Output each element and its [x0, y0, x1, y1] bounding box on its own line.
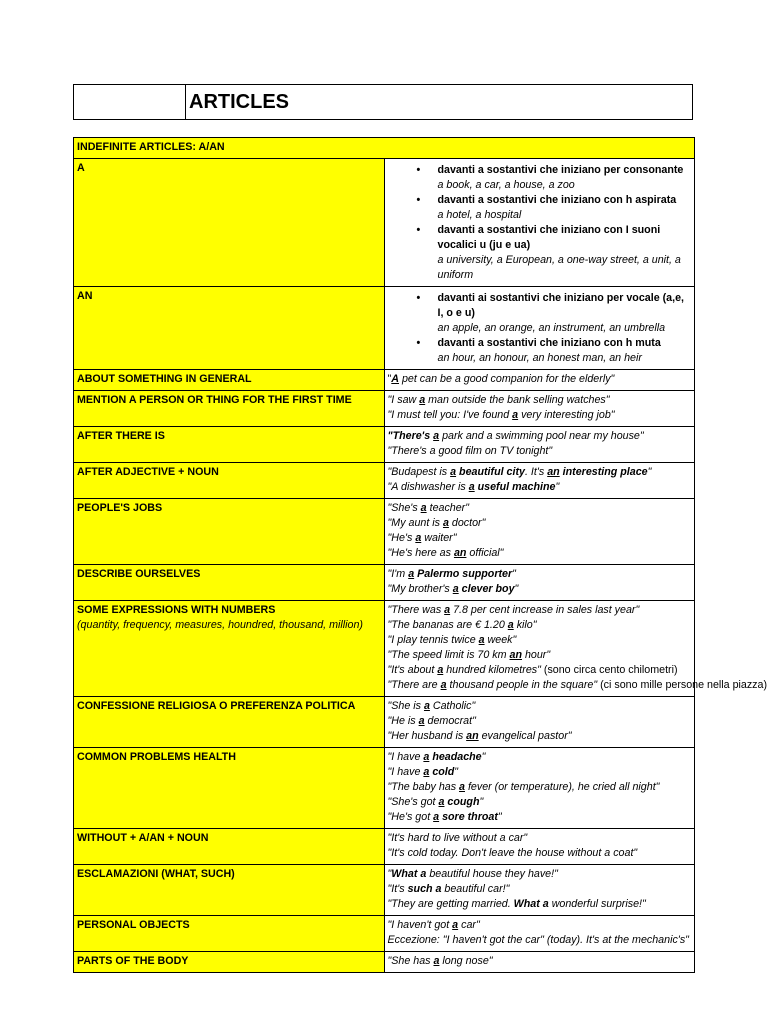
row-label: MENTION A PERSON OR THING FOR THE FIRST TIME: [74, 391, 385, 427]
row-label: AFTER THERE IS: [74, 427, 385, 463]
table-row: [74, 916, 695, 952]
table-row: [74, 697, 695, 748]
row-content: "A pet can be a good companion for the elderly": [384, 370, 695, 391]
row-label: COMMON PROBLEMS HEALTH: [74, 748, 385, 829]
row-label: DESCRIBE OURSELVES: [74, 565, 385, 601]
table-row: [74, 287, 695, 370]
articles-table: [73, 137, 768, 973]
table-row: [74, 370, 695, 391]
row-label: PARTS OF THE BODY: [74, 952, 385, 973]
row-content: "She has a long nose": [384, 952, 695, 973]
table-row: [74, 463, 695, 499]
table-row: [74, 748, 695, 829]
row-content: "I'm a Palermo supporter" "My brother's a clever boy": [384, 565, 695, 601]
row-label: SOME EXPRESSIONS WITH NUMBERS (quantity, frequency, measures, houndred, thousand, million): [74, 601, 385, 697]
row-content: "I have a headache" "I have a cold" "The baby has a fever (or temperature), he cried all night" "She's got a cough" "He's got a sore throat": [384, 748, 695, 829]
table-row: [74, 391, 695, 427]
title-blank-cell: [74, 85, 186, 119]
row-content: "What a beautiful house they have!" "It's such a beautiful car!" "They are getting married. What a wonderful surprise!": [384, 865, 695, 916]
row-label: AN: [74, 287, 385, 370]
page-title: ARTICLES: [189, 91, 289, 113]
table-row: [74, 159, 695, 287]
list-item: • davanti ai sostantivi che iniziano per vocale (a,e, I, o e u) an apple, an orange, an instrument, an umbrella: [417, 291, 692, 336]
table-row: [74, 865, 695, 916]
row-label: A: [74, 159, 385, 287]
row-label: PEOPLE'S JOBS: [74, 499, 385, 565]
row-content: [384, 287, 695, 370]
row-content: "It's hard to live without a car" "It's cold today. Don't leave the house without a coat": [384, 829, 695, 865]
table-row: [74, 829, 695, 865]
row-content: "I saw a man outside the bank selling watches" "I must tell you: I've found a very interesting job": [384, 391, 695, 427]
list-item: • davanti a sostantivi che iniziano con h muta an hour, an honour, an honest man, an heir: [417, 336, 692, 366]
row-label: WITHOUT + A/AN + NOUN: [74, 829, 385, 865]
row-label-note: (quantity, frequency, measures, houndred, thousand, million): [77, 619, 363, 631]
row-content: "I haven't got a car" Eccezione: "I haven't got the car" (today). It's at the mechanic's": [384, 916, 695, 952]
row-content: "There was a 7.8 per cent increase in sales last year" "The bananas are € 1.20 a kilo" "I play tennis twice a week" "The speed limit is 70 km an hour" "It's about a hundred kilometres" (sono circa cento chilometri) "There are a thousand people in the square" (ci sono mille persone nella piazza): [384, 601, 695, 697]
table-row: [74, 601, 695, 697]
row-content: "Budapest is a beautiful city. It's an interesting place" "A dishwasher is a useful machine": [384, 463, 695, 499]
row-label: PERSONAL OBJECTS: [74, 916, 385, 952]
row-label: CONFESSIONE RELIGIOSA O PREFERENZA POLITICA: [74, 697, 385, 748]
list-item: • davanti a sostantivi che iniziano con I suoni vocalici u (ju e ua) a university, a European, a one-way street, a unit, a uniform: [417, 223, 692, 283]
title-box: [73, 84, 693, 120]
section-header: INDEFINITE ARTICLES: A/AN: [74, 138, 695, 159]
row-label: AFTER ADJECTIVE + NOUN: [74, 463, 385, 499]
row-label: ESCLAMAZIONI (WHAT, SUCH): [74, 865, 385, 916]
row-content: [384, 159, 695, 287]
table-row: [74, 565, 695, 601]
row-content: "There's a park and a swimming pool near my house" "There's a good film on TV tonight": [384, 427, 695, 463]
table-header-row: [74, 138, 695, 159]
row-label: ABOUT SOMETHING IN GENERAL: [74, 370, 385, 391]
table-row: [74, 499, 695, 565]
row-content: "She's a teacher" "My aunt is a doctor" "He's a waiter" "He's here as an official": [384, 499, 695, 565]
table-row: [74, 427, 695, 463]
list-item: • davanti a sostantivi che iniziano con h aspirata a hotel, a hospital: [417, 193, 692, 223]
row-content: "She is a Catholic" "He is a democrat" "Her husband is an evangelical pastor": [384, 697, 695, 748]
list-item: • davanti a sostantivi che iniziano per consonante a book, a car, a house, a zoo: [417, 163, 692, 193]
table-row: [74, 952, 695, 973]
